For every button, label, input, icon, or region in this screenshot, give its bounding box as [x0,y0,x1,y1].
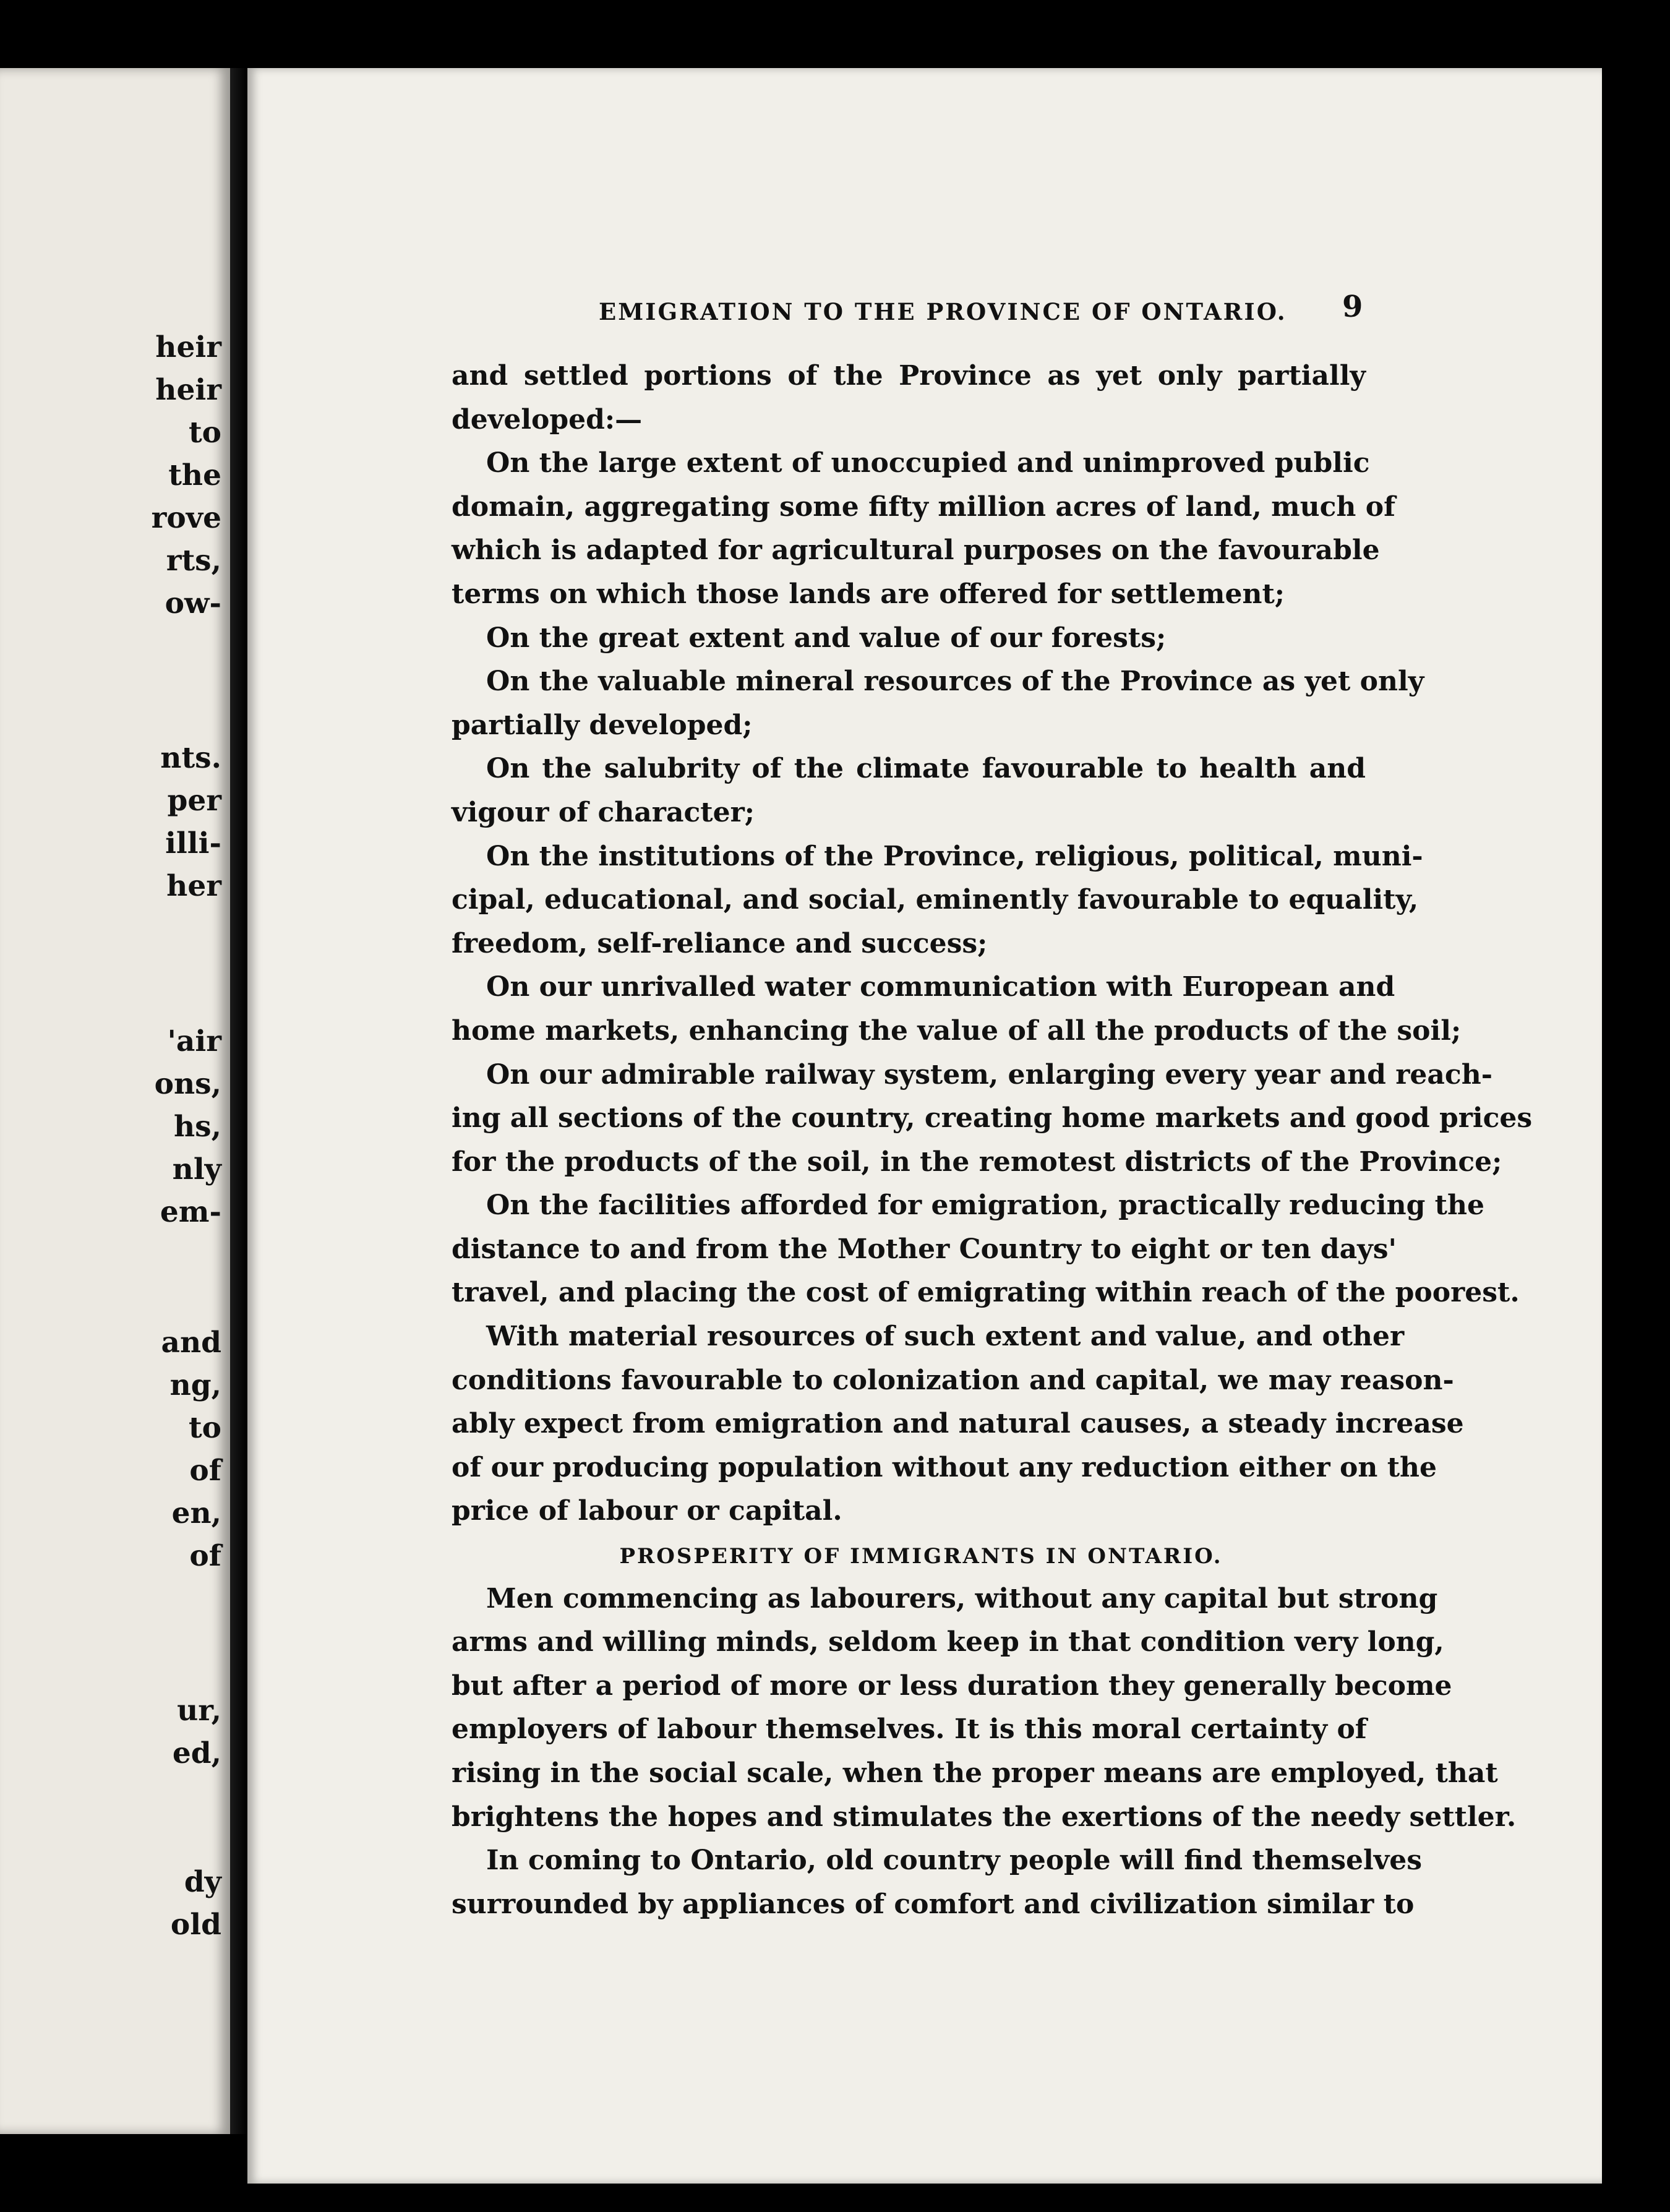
left-line-fragment: per [167,784,221,818]
left-line-fragment: ons, [154,1067,221,1101]
text-line: arms and willing minds, seldom keep in that condition very long, [452,1626,1444,1658]
left-line-fragment: heir [155,373,221,407]
left-line-fragment: 'air [167,1024,221,1058]
text-line: developed:— [452,403,643,435]
section-heading: PROSPERITY OF IMMIGRANTS IN ONTARIO. [619,1544,1223,1569]
page-number: 9 [1342,289,1363,324]
body-text [452,354,1533,1926]
left-line-fragment: ed, [172,1736,221,1770]
left-line-fragment: the [168,458,221,492]
text-line: On the salubrity of the climate favourable to health and [486,753,1366,785]
text-line: ably expect from emigration and natural causes, a steady increase [452,1408,1464,1440]
text-line: ing all sections of the country, creating home markets and good prices [452,1102,1533,1134]
text-line: vigour of character; [452,796,755,828]
text-line: cipal, educational, and social, eminently favourable to equality, [452,884,1419,916]
text-line: On the large extent of unoccupied and unimproved public [486,447,1370,479]
text-line: conditions favourable to colonization and capital, we may reason- [452,1364,1454,1396]
text-line: of our producing population without any reduction either on the [452,1451,1437,1483]
text-line: surrounded by appliances of comfort and civilization similar to [452,1888,1415,1920]
left-line-fragment: to [188,1411,221,1445]
text-line: distance to and from the Mother Country to eight or ten days' [452,1233,1397,1265]
left-line-fragment: rts, [166,544,221,578]
text-line: On our admirable railway system, enlarging every year and reach- [486,1058,1492,1091]
text-line: brightens the hopes and stimulates the exertions of the needy settler. [452,1801,1517,1833]
left-line-fragment: ow- [165,586,221,620]
left-line-fragment: heir [155,330,221,364]
left-line-fragment: of [189,1539,221,1573]
text-line: employers of labour themselves. It is this moral certainty of [452,1713,1367,1746]
text-line: partially developed; [452,709,753,741]
left-line-fragment: ng, [169,1368,221,1402]
text-line: With material resources of such extent and value, and other [486,1321,1405,1353]
text-line: On the facilities afforded for emigration, practically reducing the [486,1190,1484,1222]
left-line-fragment: nly [172,1152,221,1186]
left-line-fragment: ur, [177,1694,221,1728]
left-line-fragment: em- [160,1195,221,1229]
left-line-fragment: nts. [160,741,221,775]
text-line: Men commencing as labourers, without any capital but strong [486,1582,1438,1614]
text-line: On the institutions of the Province, religious, political, muni- [486,840,1423,872]
left-line-fragment: en, [171,1496,221,1530]
left-line-fragment: and [161,1326,221,1360]
text-line: On our unrivalled water communication with European and [486,971,1395,1003]
text-line: On the great extent and value of our forests; [486,622,1167,654]
left-line-fragment: of [189,1454,221,1488]
running-head: EMIGRATION TO THE PROVINCE OF ONTARIO. [599,298,1287,325]
book-gutter [230,68,247,2134]
text-line: domain, aggregating some fifty million acres of land, much of [452,491,1396,523]
text-line: but after a period of more or less duration they generally become [452,1670,1452,1702]
text-line: which is adapted for agricultural purposes on the favourable [452,534,1380,567]
left-line-fragment: old [170,1908,221,1942]
text-line: travel, and placing the cost of emigrating within reach of the poorest. [452,1277,1520,1309]
left-line-fragment: illi- [165,826,221,860]
text-line: price of labour or capital. [452,1495,842,1527]
left-line-fragment: rove [151,501,221,535]
left-line-fragment: her [166,869,221,903]
text-line: and settled portions of the Province as yet only partially [452,360,1366,392]
left-line-fragment: to [188,416,221,450]
left-line-fragment: dy [184,1865,221,1899]
text-line: terms on which those lands are offered for settlement; [452,578,1285,610]
text-line: for the products of the soil, in the remotest districts of the Province; [452,1146,1502,1178]
text-line: home markets, enhancing the value of all the products of the soil; [452,1014,1462,1047]
text-line: rising in the social scale, when the proper means are employed, that [452,1757,1498,1789]
left-page-fragment [0,68,230,2134]
text-line: On the valuable mineral resources of the Province as yet only [486,666,1424,698]
text-line: freedom, self-reliance and success; [452,927,988,959]
left-line-fragment: hs, [174,1110,221,1144]
text-line: In coming to Ontario, old country people will find themselves [486,1845,1423,1877]
